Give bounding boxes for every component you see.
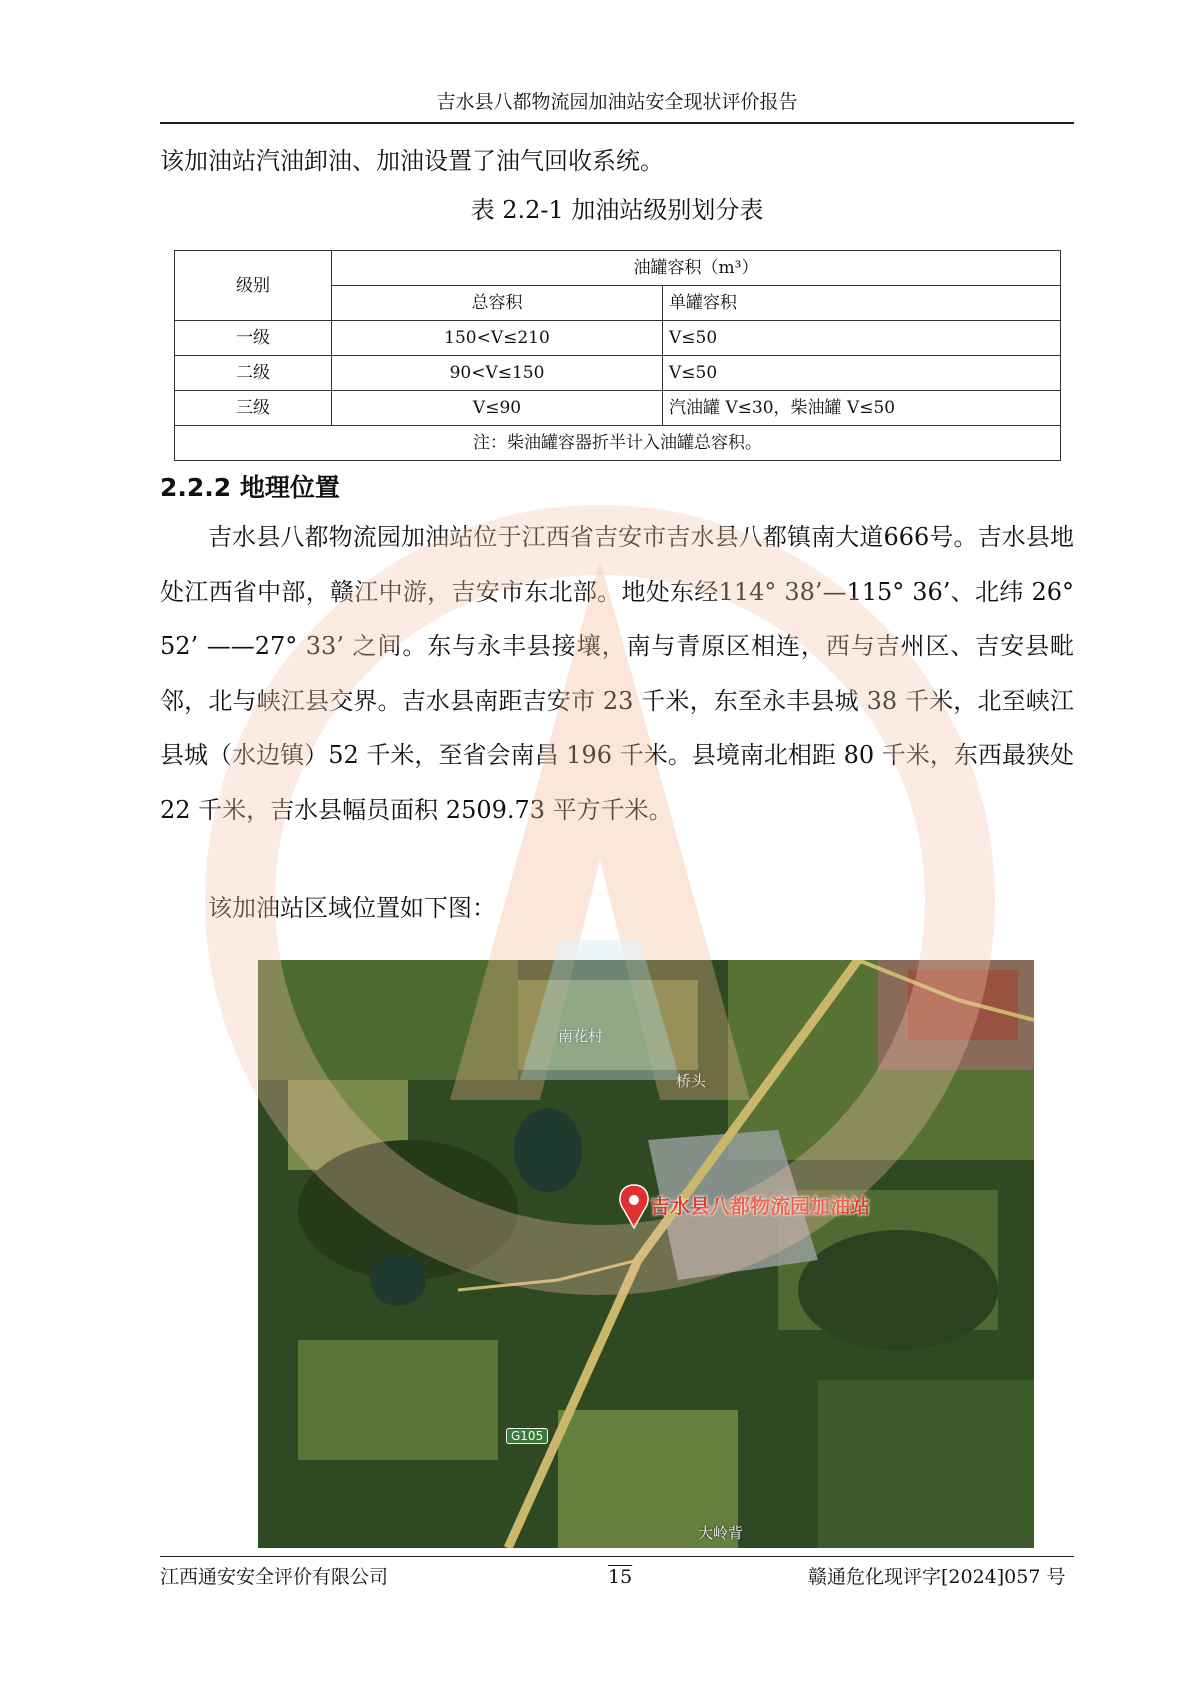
row-total: V≤90 [332, 391, 663, 426]
row-grade: 一级 [175, 321, 332, 356]
header-grade: 级别 [175, 251, 332, 321]
row-total: 90<V≤150 [332, 356, 663, 391]
footer-company: 江西通安安全评价有限公司 [160, 1566, 389, 1588]
row-grade: 三级 [175, 391, 332, 426]
table-row [175, 391, 1061, 426]
table-row [175, 321, 1061, 356]
map-label-village-3: 大岭背 [698, 1524, 744, 1542]
header-single-volume: 单罐容积 [663, 286, 1061, 321]
table-caption: 表 2.2-1 加油站级别划分表 [470, 196, 764, 224]
row-single: V≤50 [663, 356, 1061, 391]
map-label-station: 吉水县八都物流园加油站 [650, 1194, 870, 1218]
grade-table [174, 250, 1061, 461]
row-total: 150<V≤210 [332, 321, 663, 356]
row-single: V≤50 [663, 321, 1061, 356]
header-tank-volume: 油罐容积（m³） [332, 251, 1061, 286]
row-grade: 二级 [175, 356, 332, 391]
header-total-volume: 总容积 [332, 286, 663, 321]
map-label-village-1: 南花村 [558, 1027, 604, 1045]
table-note: 注：柴油罐容器折半计入油罐总容积。 [175, 426, 1061, 461]
map-label-village-2: 桥头 [676, 1072, 707, 1090]
satellite-image [258, 960, 1034, 1548]
map-label-road: G105 [506, 1428, 548, 1444]
location-map [258, 960, 1034, 1548]
location-paragraph: 吉水县八都物流园加油站位于江西省吉安市吉水县八都镇南大道666号。吉水县地处江西省中部，赣江中游，吉安市东北部。地处东经114° 38’—115° 36’、北纬 26° 52’ ——27° 33’ 之间。东与永丰县接壤，南与青原区相连，西与吉州区、吉安县毗邻，北与峡江县交界。吉水县南距吉安市 23 千米，东至永丰县城 38 千米，北至峡江县城（水边镇）52 千米，至省会南昌 196 千米。县境南北相距 80 千米，东西最狭处 22 千米，吉水县幅员面积 2509.73 平方千米。 [160, 523, 1074, 824]
row-single: 汽油罐 V≤30，柴油罐 V≤50 [663, 391, 1061, 426]
footer-rule [160, 1556, 1074, 1557]
page-header: 吉水县八都物流园加油站安全现状评价报告 [160, 82, 1074, 124]
intro-text: 该加油站汽油卸油、加油设置了油气回收系统。 [160, 147, 664, 175]
figure-intro-text: 该加油站区域位置如下图： [208, 894, 496, 922]
page-number: 15 [608, 1566, 633, 1588]
table-row [175, 356, 1061, 391]
footer-doc-number: 赣通危化现评字[2024]057 号 [808, 1566, 1066, 1588]
section-title: 2.2.2 地理位置 [160, 473, 340, 502]
